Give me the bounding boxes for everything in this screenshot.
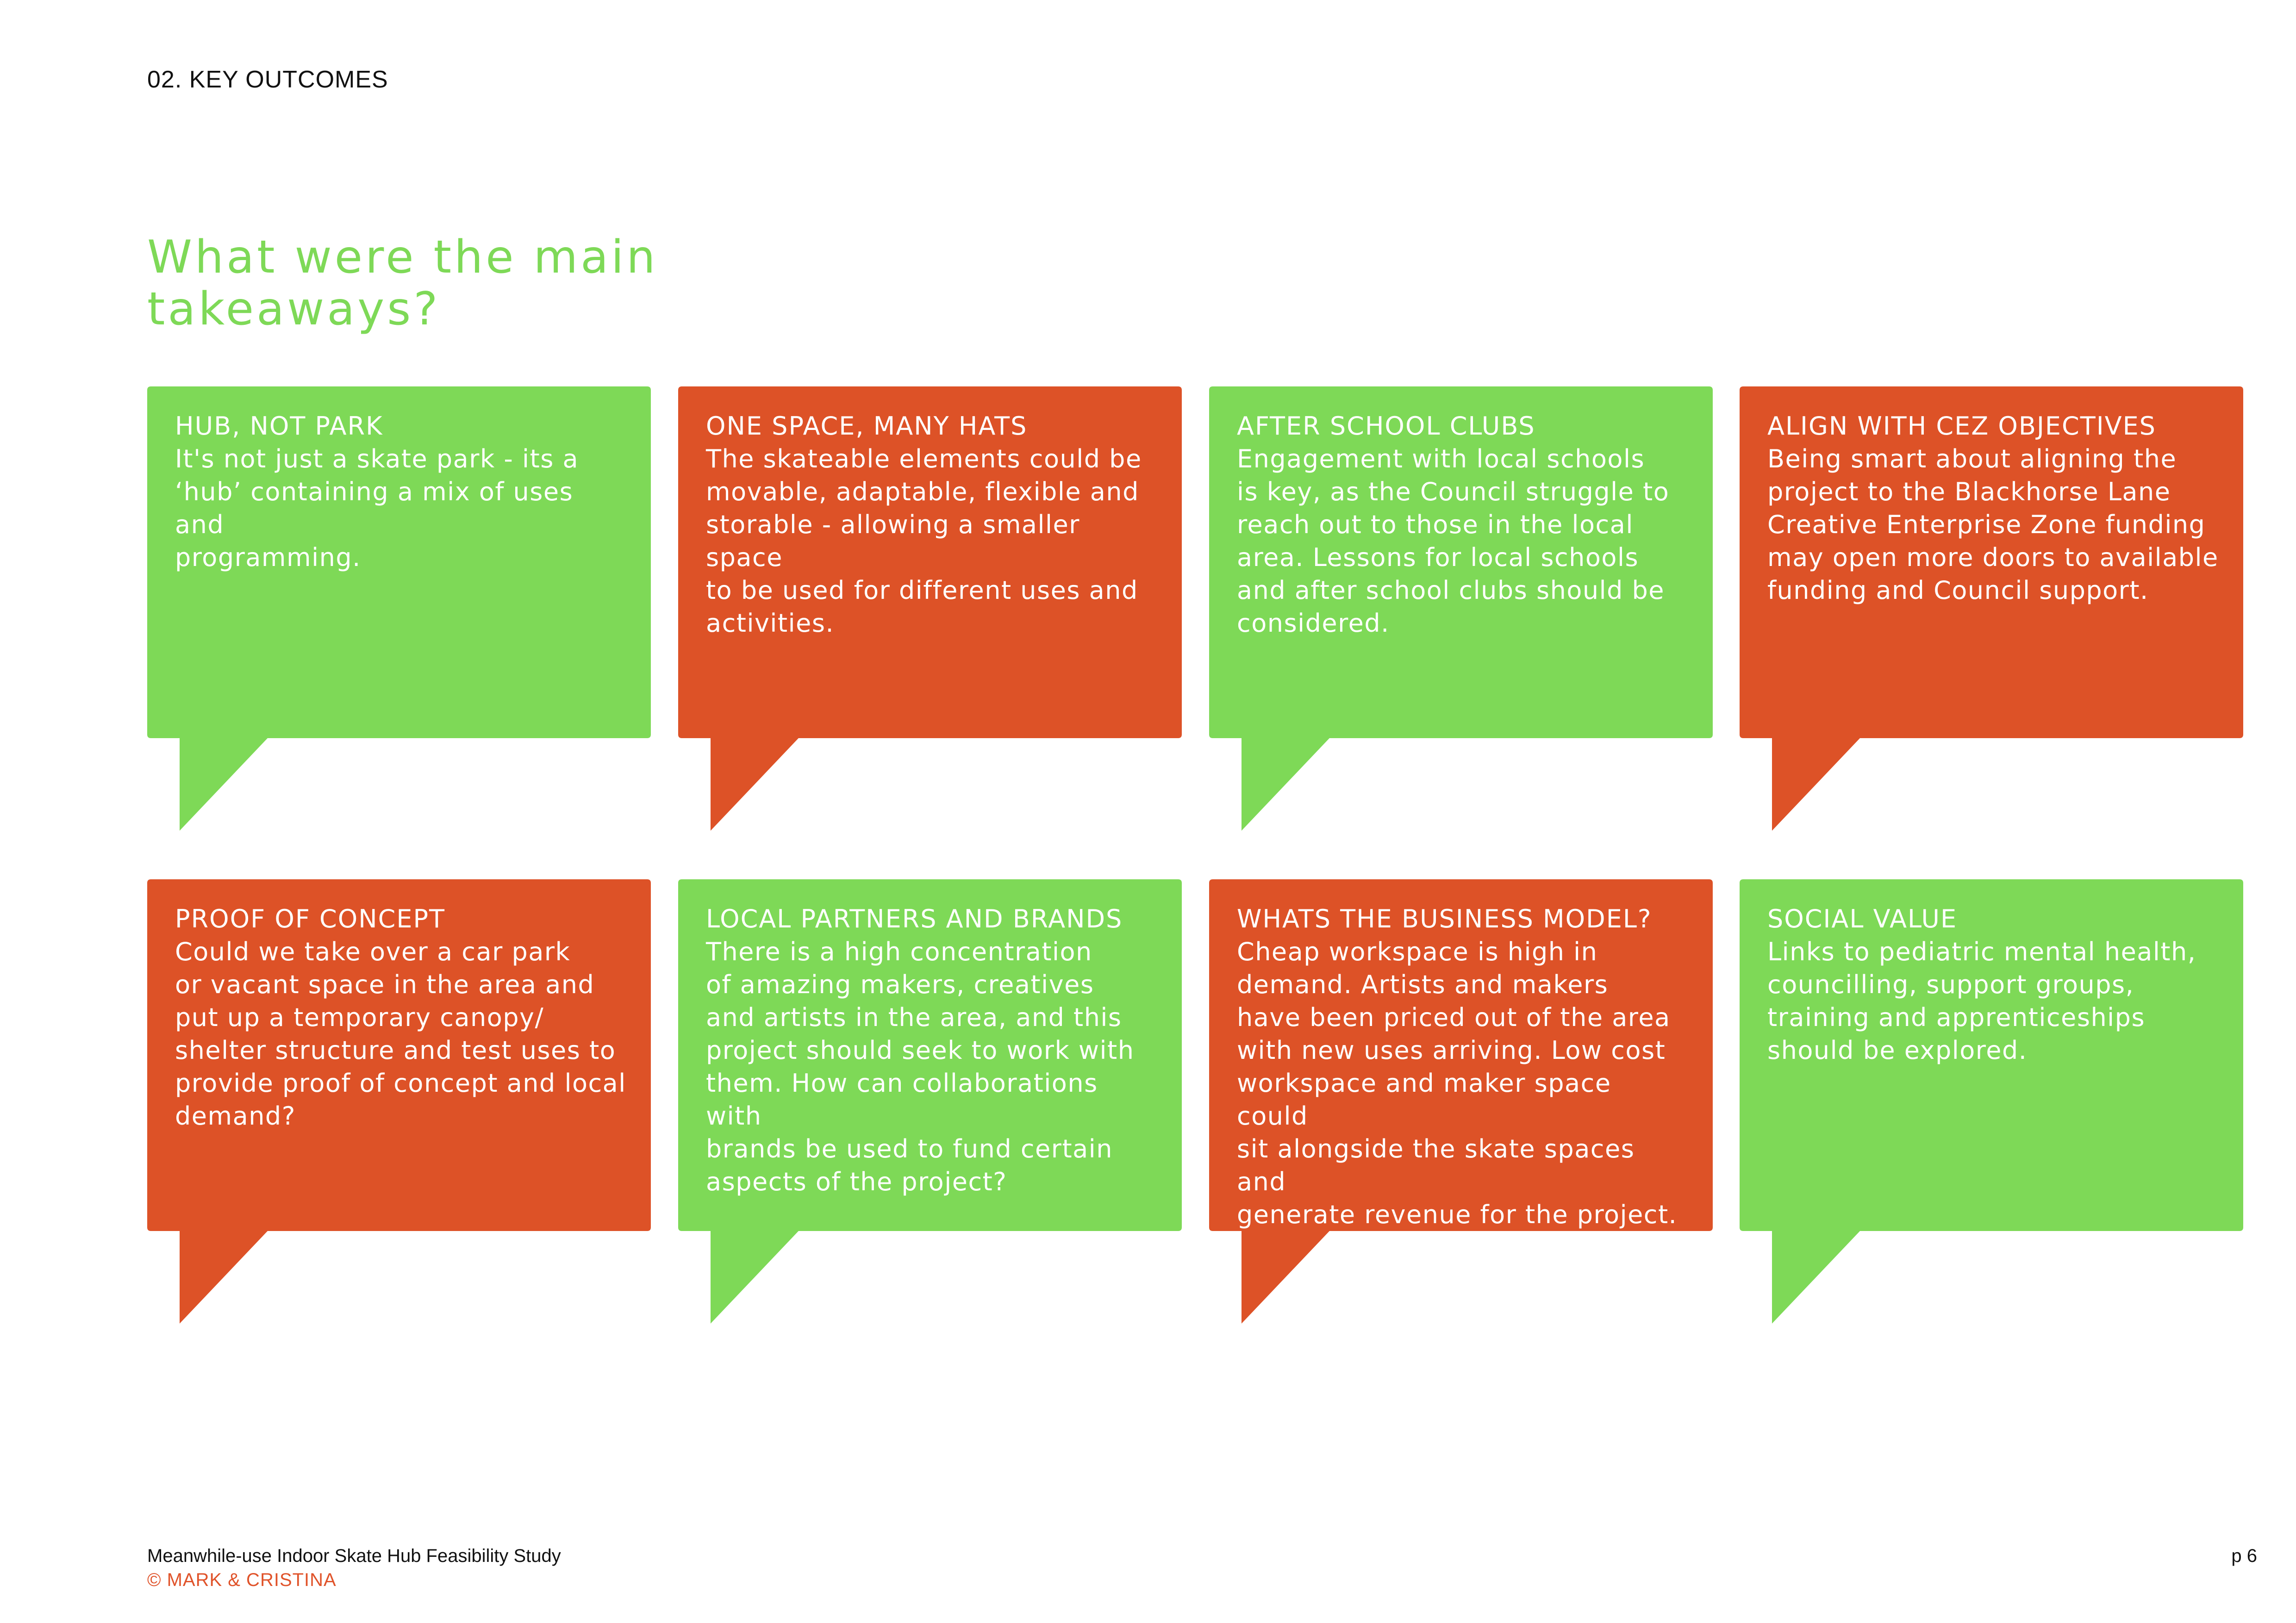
takeaway-card-after-school-clubs <box>1209 386 1713 849</box>
card-heading: AFTER SCHOOL CLUBS <box>1237 411 1535 441</box>
card-heading: WHATS THE BUSINESS MODEL? <box>1237 904 1652 933</box>
page-title: What were the main takeaways? <box>147 231 658 336</box>
card-text <box>175 902 629 1132</box>
card-body: Being smart about aligning the project to the Blackhorse Lane Creative Enterprise Zone funding may open more doors to available funding and Council support. <box>1767 444 2219 605</box>
footer-document-title: Meanwhile-use Indoor Skate Hub Feasibility Study <box>147 1546 561 1566</box>
card-body: Links to pediatric mental health, councilling, support groups, training and apprenticeships should be explored. <box>1767 937 2196 1065</box>
takeaway-card-align-with-cez <box>1740 386 2243 849</box>
takeaway-card-business-model <box>1209 879 1713 1342</box>
card-body: Cheap workspace is high in demand. Artists and makers have been priced out of the area with new uses arriving. Low cost workspace and maker space could sit alongside the skate spaces and generate revenue for the project. <box>1237 937 1678 1229</box>
card-heading: LOCAL PARTNERS AND BRANDS <box>706 904 1123 933</box>
card-heading: HUB, NOT PARK <box>175 411 383 441</box>
card-body: It's not just a skate park - its a ‘hub’ containing a mix of uses and programming. <box>175 444 579 572</box>
footer-copyright: © MARK & CRISTINA <box>147 1570 337 1590</box>
card-heading: PROOF OF CONCEPT <box>175 904 446 933</box>
section-label: 02. KEY OUTCOMES <box>147 66 388 93</box>
card-heading: SOCIAL VALUE <box>1767 904 1958 933</box>
card-heading: ONE SPACE, MANY HATS <box>706 411 1028 441</box>
card-body: Could we take over a car park or vacant space in the area and put up a temporary canopy/ shelter structure and test uses to provide proof of concept and local demand? <box>175 937 626 1131</box>
takeaway-card-local-partners <box>678 879 1182 1342</box>
takeaway-card-proof-of-concept <box>147 879 651 1342</box>
takeaway-card-hub-not-park <box>147 386 651 849</box>
card-text <box>1237 902 1691 1231</box>
card-heading: ALIGN WITH CEZ OBJECTIVES <box>1767 411 2156 441</box>
card-body: Engagement with local schools is key, as the Council struggle to reach out to those in the local area. Lessons for local schools and after school clubs should be considered. <box>1237 444 1670 638</box>
takeaway-card-one-space-many-hats <box>678 386 1182 849</box>
takeaway-card-social-value <box>1740 879 2243 1342</box>
card-body: There is a high concentration of amazing makers, creatives and artists in the area, and this project should seek to work with them. How can collaborations with brands be used to fund certain aspects of the project? <box>706 937 1135 1196</box>
card-text <box>175 410 629 574</box>
card-text <box>1767 902 2221 1067</box>
card-text <box>1237 410 1691 640</box>
card-text <box>706 902 1160 1198</box>
card-text <box>706 410 1160 640</box>
card-text <box>1767 410 2221 607</box>
page-number: p 6 <box>2231 1546 2257 1566</box>
card-body: The skateable elements could be movable, adaptable, flexible and storable - allowing a smaller space to be used for different uses and activities. <box>706 444 1142 638</box>
